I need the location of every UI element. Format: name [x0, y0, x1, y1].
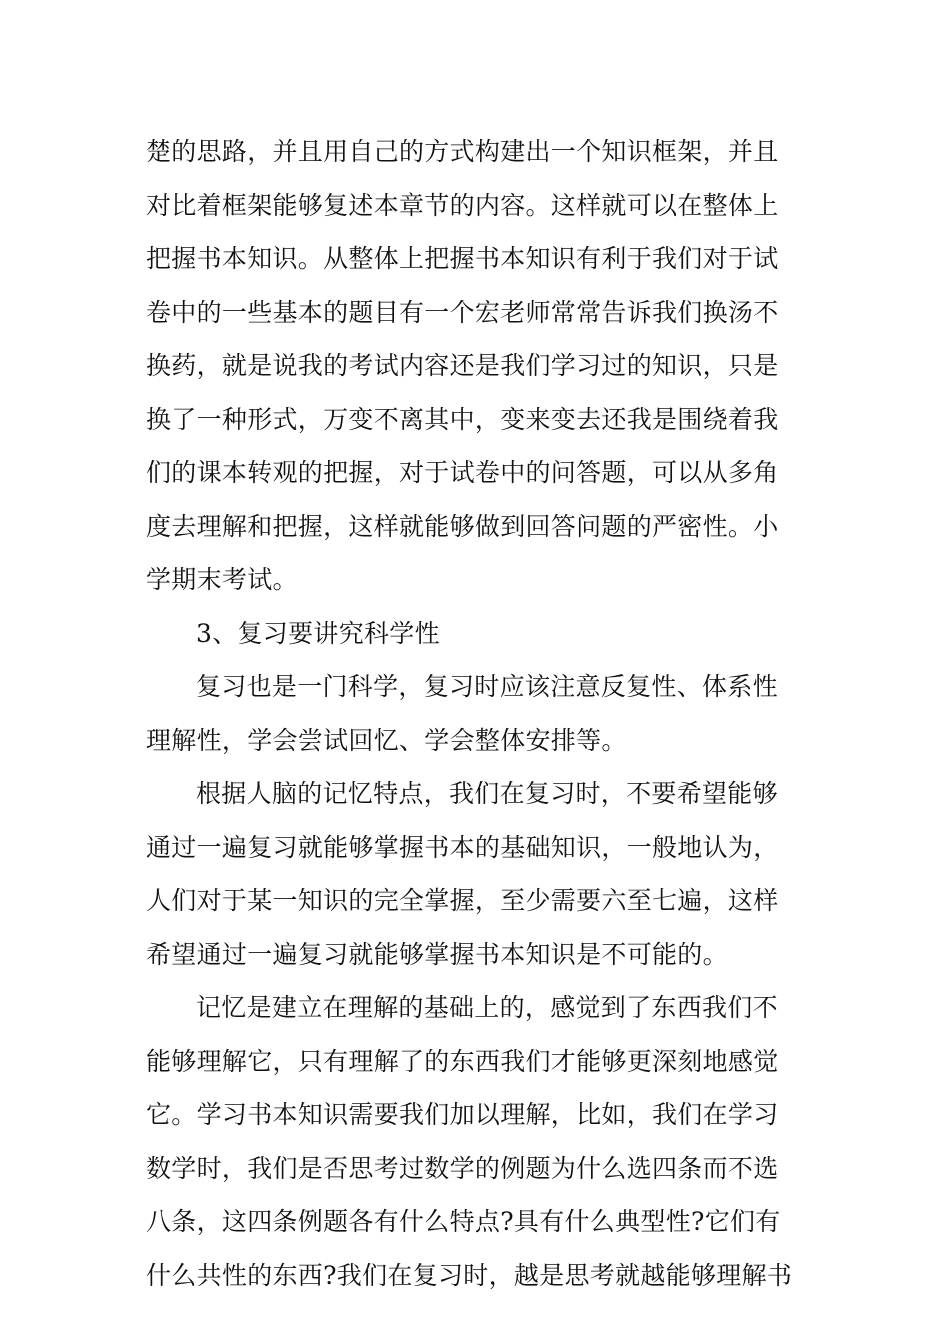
- text-line: 数学时，我们是否思考过数学的例题为什么选四条而不选: [146, 1153, 779, 1183]
- text-line: 人们对于某一知识的完全掌握，至少需要六至七遍，这样: [146, 886, 779, 915]
- text-line: 什么共性的东西?我们在复习时，越是思考就越能够理解书: [146, 1260, 793, 1290]
- text-line: 们的课本转观的把握，对于试卷中的问答题，可以从多角: [146, 458, 779, 487]
- text-line: 通过一遍复习就能够掌握书本的基础知识，一般地认为，: [146, 832, 779, 862]
- paragraph-start: 记忆是建立在理解的基础上的，感觉到了东西我们不: [196, 993, 778, 1022]
- text-line: 对比着框架能够复述本章节的内容。这样就可以在整体上: [146, 190, 779, 220]
- text-line: 换了一种形式，万变不离其中，变来变去还我是围绕着我: [146, 404, 779, 434]
- section-heading: 3、复习要讲究科学性: [196, 618, 440, 648]
- text-line: 楚的思路，并且用自己的方式构建出一个知识框架，并且: [146, 137, 779, 166]
- paragraph-start: 复习也是一门科学，复习时应该注意反复性、体系性: [196, 672, 778, 701]
- text-line: 度去理解和把握，这样就能够做到回答问题的严密性。小: [146, 511, 779, 541]
- text-line: 希望通过一遍复习就能够掌握书本知识是不可能的。: [146, 939, 728, 969]
- text-line: 把握书本知识。从整体上把握书本知识有利于我们对于试: [146, 244, 779, 273]
- text-line: 它。学习书本知识需要我们加以理解，比如，我们在学习: [146, 1100, 779, 1129]
- text-line: 能够理解它，只有理解了的东西我们才能够更深刻地感觉: [146, 1046, 779, 1076]
- text-line: 学期末考试。: [146, 565, 298, 594]
- text-line: 理解性，学会尝试回忆、学会整体安排等。: [146, 725, 627, 755]
- text-line: 八条，这四条例题各有什么特点?具有什么典型性?它们有: [146, 1207, 781, 1236]
- paragraph-start: 根据人脑的记忆特点，我们在复习时，不要希望能够: [196, 779, 778, 808]
- document-page: [146, 125, 816, 1302]
- text-line: 换药，就是说我的考试内容还是我们学习过的知识，只是: [146, 351, 779, 380]
- text-line: 卷中的一些基本的题目有一个宏老师常常告诉我们换汤不: [146, 297, 779, 327]
